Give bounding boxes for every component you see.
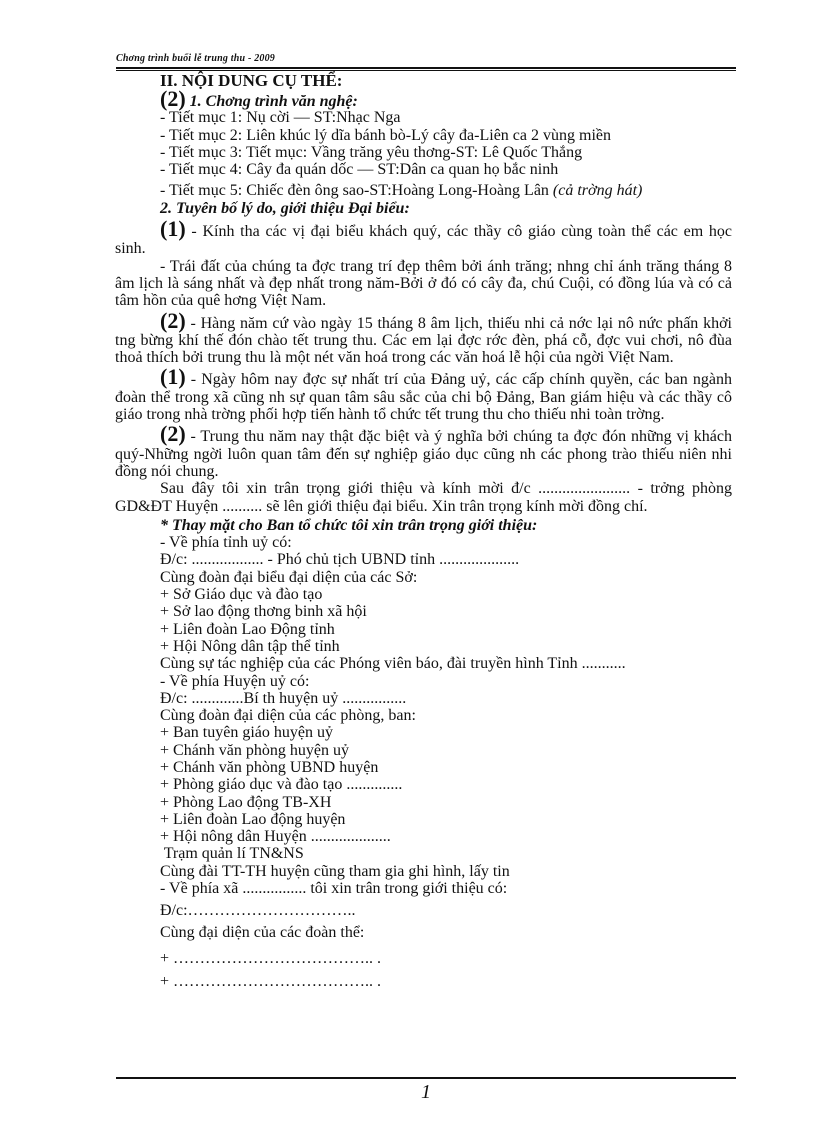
guest-line: + ……………………………….. . [160, 973, 382, 991]
intro-heading: * Thay mặt cho Ban tổ chức tôi xin trân trọng giới thiệu: [160, 516, 538, 534]
paragraph [115, 421, 733, 480]
paragraph [115, 480, 732, 515]
speaker-marker: (2) [160, 86, 186, 112]
footer-rule [116, 1077, 736, 1079]
paragraph-text: - Trái đất của chúng ta đợc trang trí đẹp thêm bởi ánh trăng; nhng chỉ ánh trăng tháng 8 âm lịch là sáng nhất và đẹp nhất trong năm-Bởi ở đó có cây đa, chú Cuội, có đồng lúa và có cả tâm hồn của quê hơng Việt Nam. [115, 257, 732, 310]
guest-line: + Hội Nông dân tập thể tỉnh [160, 637, 340, 655]
paragraph [115, 258, 732, 310]
speaker-marker: (2) [160, 307, 186, 333]
subsection-1-title: 1. Chơng trình văn nghệ: [189, 93, 358, 111]
paragraph-text: - Kính tha các vị đại biểu khách quý, các thầy cô giáo cùng toàn thể các em học sinh. [115, 223, 733, 258]
guest-line: Cùng sự tác nghiệp của các Phóng viên báo, đài truyền hình Tỉnh ........... [160, 655, 626, 673]
speaker-marker: (1) [160, 364, 186, 390]
subsection-2-title: 2. Tuyên bố lý do, giới thiệu Đại biểu: [160, 199, 410, 217]
guest-line: + Sở lao động thơng binh xã hội [160, 603, 367, 621]
program-item: - Tiết mục 2: Liên khúc lý dĩa bánh bò-Lý cây đa-Liên ca 2 vùng miền [160, 126, 611, 144]
guest-line: Cùng đài TT-TH huyện cũng tham gia ghi hình, lấy tin [160, 862, 510, 880]
program-item [160, 182, 732, 199]
running-header: Chơng trình buổi lễ trung thu - 2009 [116, 53, 276, 64]
paragraph-text: - Ngày hôm nay đợc sự nhất trí của Đảng uỷ, các cấp chính quyền, các ban ngành đoàn thể trong xã cũng nh sự quan tâm sâu sắc của chi bộ Đảng, Ban giám hiệu và các thầy cô giáo trong nhà trờng phối hợp tiến hành tổ chức tết trung thu cho thiếu nhi toàn trờng. [115, 371, 733, 424]
subsection-1 [160, 86, 732, 112]
speaker-marker: (2) [160, 421, 186, 447]
paragraph [115, 216, 733, 258]
section-heading: II. NỘI DUNG CỤ THỂ: [160, 71, 343, 90]
guest-line: Đ/c:………………………….. [160, 902, 356, 920]
speech-paragraphs [115, 216, 733, 515]
guest-line: Cùng đại diện của các đoàn thể: [160, 923, 365, 941]
guest-line: Đ/c: .................. - Phó chủ tịch UBND tỉnh .................... [160, 551, 520, 569]
document-body [115, 71, 733, 991]
paragraph [115, 307, 733, 367]
guest-line: + Liên đoàn Lao Động tỉnh [160, 620, 335, 638]
guest-line: Đ/c: .............Bí th huyện uỷ ................ [160, 689, 407, 707]
paragraph-text: Sau đây tôi xin trân trọng giới thiệu và kính mời đ/c ....................... - trởng phòng GD&ĐT Huyện .......... sẽ lên giới thiệu đại biểu. Xin trân trọng kính mời đồng chí. [115, 480, 732, 515]
program-item-5: - Tiết mục 5: Chiếc đèn ông sao-ST:Hoàng Long-Hoàng Lân [160, 182, 549, 200]
guest-line: Cùng đoàn đại diện của các phòng, ban: [160, 707, 416, 725]
guest-line: + Chánh văn phòng UBND huyện [160, 758, 379, 776]
program-item: - Tiết mục 4: Cây đa quán dốc — ST:Dân ca quan họ bắc ninh [160, 161, 559, 179]
program-item-5-note: (cả trờng hát) [552, 182, 643, 200]
program-item: - Tiết mục 3: Tiết mục: Vầng trăng yêu thơng-ST: Lê Quốc Thắng [160, 143, 583, 161]
paragraph-text: - Hàng năm cứ vào ngày 15 tháng 8 âm lịch, thiếu nhi cả nớc lại nô nức phấn khởi tng bừng khí thế đón chào tết trung thu. Các em lại đợc rớc đèn, phá cỗ, đợc vui chơi, nô đùa thoả thích bởi trung thu là một nét văn hoá trong các văn hoá lễ hội của ngời Việt Nam. [115, 314, 733, 367]
guest-line: + Hội nông dân Huyện .................... [160, 828, 391, 846]
guest-line: - Về phía tỉnh uỷ có: [160, 534, 292, 552]
guest-line: + Phòng giáo dục và đào tạo .............. [160, 776, 403, 794]
speaker-marker: (1) [160, 216, 186, 242]
guest-list [160, 534, 732, 990]
guest-line: - Về phía Huyện uỷ có: [160, 672, 310, 690]
guest-line: - Về phía xã ................ tôi xin trân trong giới thiệu có: [160, 880, 508, 898]
guest-line: Trạm quản lí TN&NS [160, 845, 304, 863]
guest-line: + Liên đoàn Lao động huyện [160, 810, 346, 828]
guest-line: Cùng đoàn đại biểu đại diện của các Sở: [160, 568, 418, 586]
paragraph-text: - Trung thu năm nay thật đặc biệt và ý nghĩa bởi chúng ta đợc đón những vị khách quý-Những ngời luôn quan tâm đến sự nghiệp giáo dục cũng nh các phong trào thiếu niên nhi đồng nói chung. [115, 428, 733, 480]
guest-line: + Chánh văn phòng huyện uỷ [160, 741, 349, 759]
guest-line: + ……………………………….. . [160, 949, 382, 967]
guest-line: + Ban tuyên giáo huyện uỷ [160, 724, 333, 742]
paragraph [115, 364, 733, 424]
page-number: 1 [421, 1081, 431, 1103]
guest-line: + Phòng Lao động TB-XH [160, 793, 332, 811]
program-item: - Tiết mục 1: Nụ cời — ST:Nhạc Nga [160, 109, 401, 127]
guest-line: + Sở Giáo dục và đào tạo [160, 586, 323, 604]
header-rule [116, 67, 736, 69]
